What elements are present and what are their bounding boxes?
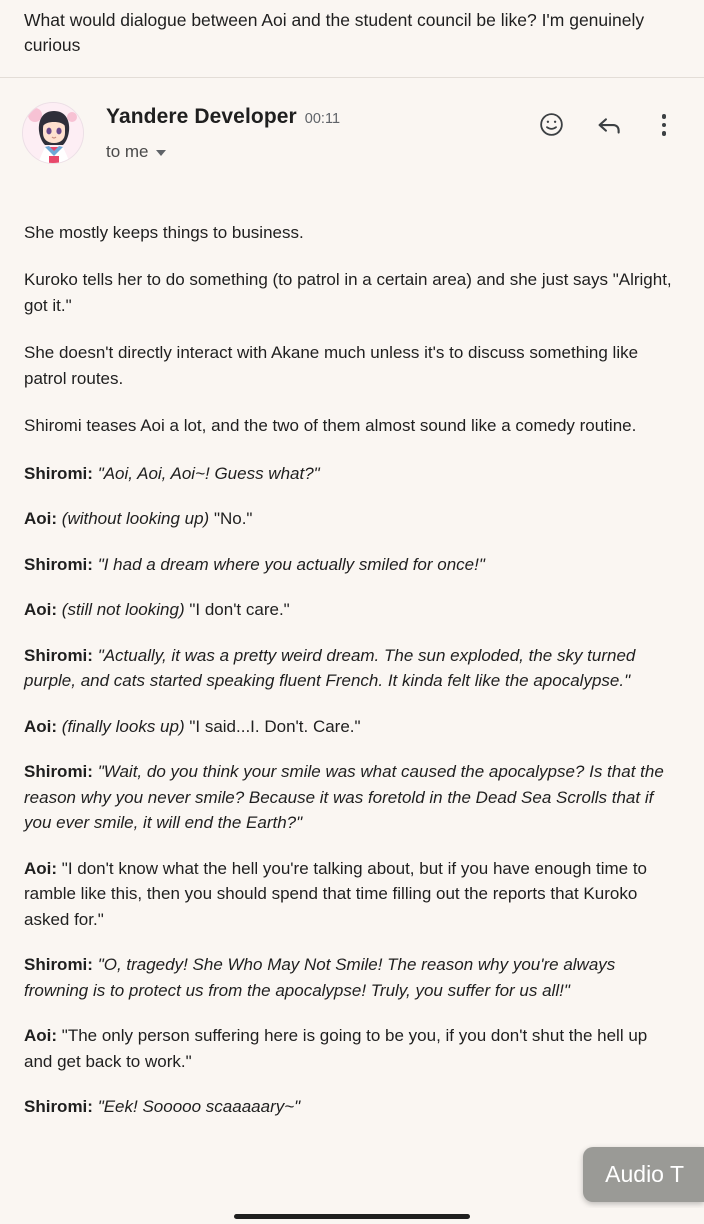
system-nav-bar (0, 1208, 704, 1224)
dialogue-speaker: Aoi: (24, 716, 58, 736)
dialogue-speaker: Shiromi: (24, 554, 93, 574)
sender-block (106, 102, 536, 162)
dialogue-quote: "Actually, it was a pretty weird dream. The sun exploded, the sky turned purple, and cats started speaking fluent French. It kinda felt like the apocalypse." (24, 645, 636, 691)
sender-line (106, 105, 536, 129)
dialogue-quote: "The only person suffering here is going to be you, if you don't shut the hell up and get back to work." (24, 1026, 648, 1071)
dialogue-line (24, 552, 680, 578)
recipient-label: to me (106, 141, 149, 161)
message-body (0, 198, 704, 1120)
sender-name[interactable]: Yandere Developer (106, 104, 297, 128)
dialogue-speaker: Shiromi: (24, 463, 93, 483)
dialogue-stage-direction: (without looking up) (61, 509, 210, 529)
message-time: 00:11 (304, 110, 341, 127)
dialogue-quote: "Eek! Sooooo scaaaaary~" (97, 1097, 301, 1117)
dialogue-speaker: Aoi: (24, 600, 58, 620)
body-paragraph: Kuroko tells her to do something (to patrol in a certain area) and she just says "Alright, got it." (24, 270, 672, 315)
dialogue-speaker: Aoi: (24, 858, 58, 878)
dialogue-quote: "Wait, do you think your smile was what caused the apocalypse? Is that the reason why you never smile? Because it was foretold in the Dead Sea Scrolls that if you ever smile, it will end the Earth?" (24, 762, 664, 833)
dialogue-line (24, 1023, 680, 1074)
recipient-line[interactable] (106, 142, 536, 162)
dialogue-speaker: Aoi: (24, 1026, 58, 1046)
dialogue-quote: "I had a dream where you actually smiled for once!" (97, 554, 485, 574)
avatar[interactable] (22, 102, 84, 164)
chevron-down-icon[interactable] (156, 150, 166, 156)
dialogue-quote: "O, tragedy! She Who May Not Smile! The reason why you're always frowning is to protect us from the apocalypse! Truly, you suffer for us all!" (24, 955, 616, 1000)
quoted-question (0, 0, 704, 77)
message-header (0, 78, 704, 198)
dialogue-line (24, 952, 680, 1003)
dialogue-stage-direction: (still not looking) (61, 600, 185, 620)
more-options-icon[interactable] (652, 110, 676, 140)
dialogue-line (24, 597, 680, 623)
emoji-icon[interactable] (536, 110, 566, 140)
dialogue-quote: "Aoi, Aoi, Aoi~! Guess what?" (97, 463, 320, 483)
header-actions (536, 102, 682, 140)
home-indicator[interactable] (234, 1214, 470, 1219)
dialogue-speaker: Shiromi: (24, 1097, 93, 1117)
body-paragraph: She mostly keeps things to business. (24, 222, 304, 242)
dialogue-quote: "I said...I. Don't. Care." (189, 716, 361, 736)
dialogue-line (24, 856, 680, 933)
dialogue-line (24, 461, 680, 487)
reply-icon[interactable] (594, 110, 624, 140)
dialogue-speaker: Shiromi: (24, 762, 93, 782)
dialogue-speaker: Aoi: (24, 509, 58, 529)
dialogue-line (24, 506, 680, 532)
quoted-question-text: What would dialogue between Aoi and the student council be like? I'm genuinely curious (24, 10, 645, 56)
dialogue-quote: "No." (213, 509, 253, 529)
dialogue-line (24, 643, 680, 694)
dialogue-stage-direction: (finally looks up) (61, 716, 185, 736)
audio-toast[interactable]: Audio T (583, 1147, 704, 1202)
dialogue-speaker: Shiromi: (24, 955, 93, 975)
body-paragraph: She doesn't directly interact with Akane much unless it's to discuss something like patrol routes. (24, 343, 639, 388)
dialogue-quote: "I don't know what the hell you're talking about, but if you have enough time to ramble like this, then you should spend that time filling out the reports that Kuroko asked for." (24, 858, 648, 929)
dialogue-quote: "I don't care." (189, 600, 290, 620)
dialogue-line (24, 714, 680, 740)
body-paragraph: Shiromi teases Aoi a lot, and the two of them almost sound like a comedy routine. (24, 416, 637, 436)
dialogue-speaker: Shiromi: (24, 645, 93, 665)
dialogue-line (24, 1094, 680, 1120)
dialogue-line (24, 759, 680, 836)
